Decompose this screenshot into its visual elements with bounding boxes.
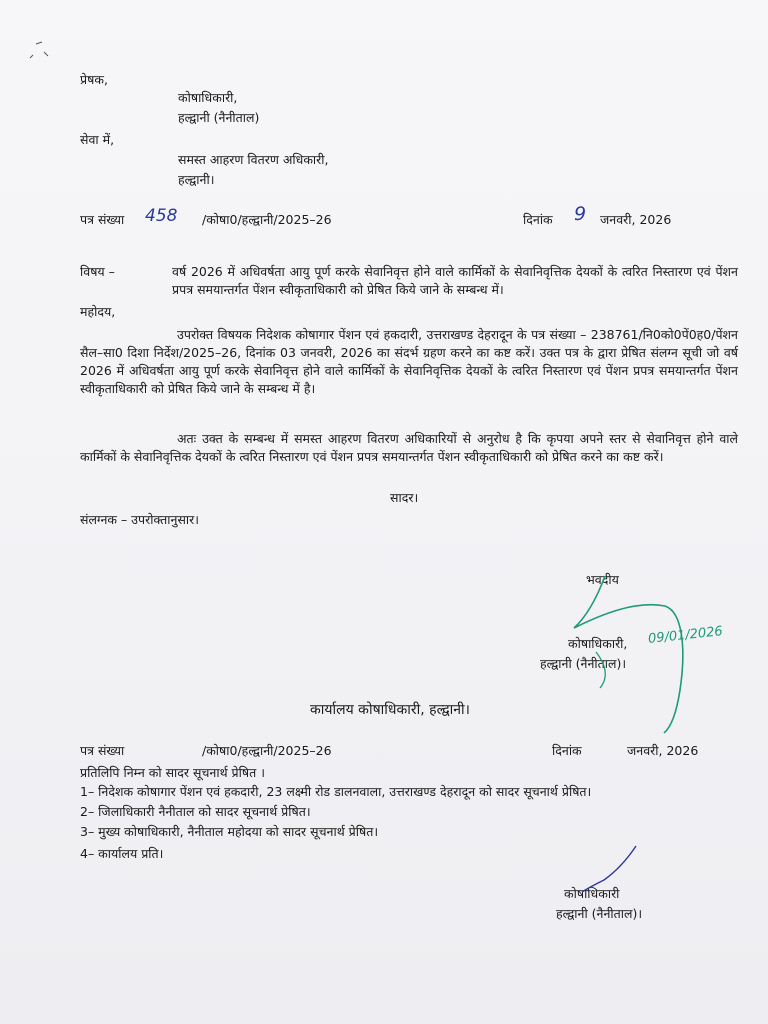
recipient-line1: समस्त आहरण वितरण अधिकारी, [178,152,329,167]
subject-text: वर्ष 2026 में अधिवर्षता आयु पूर्ण करके सेवानिवृत्त होने वाले कार्मिकों के सेवानिवृत्तिक देयकों के त्वरित निस्तारण एवं पेंशन प्रपत्र समयान्तर्गत पेंशन स्वीकृताधिकारी को प्रेषित किये जाने के सम्बन्ध में। [172,264,738,297]
copy-intro: प्रतिलिपि निम्न को सादर सूचनार्थ प्रेषित । [80,765,265,780]
copy-sign-designation: कोषाधिकारी [564,886,620,901]
subject-label: विषय – [80,264,115,279]
copy-ref-label: पत्र संख्या [80,743,125,758]
ref-label: पत्र संख्या [80,212,125,227]
handwritten-sign-date: 09/01/2026 [647,624,724,647]
corner-scribble [30,42,48,58]
signatory-place: हल्द्वानी (नैनीताल)। [540,656,627,671]
copy-item-3: 3– मुख्य कोषाधिकारी, नैनीताल महोदया को सादर सूचनार्थ प्रेषित। [80,824,379,839]
copy-date-label: दिनांक [552,743,582,758]
body-paragraph-1: उपरोक्त विषयक निदेशक कोषागार पेंशन एवं हकदारी, उत्तराखण्ड देहरादून के पत्र संख्या – 238761/नि0को0पें0ह0/पेंशन सैल–सा0 दिशा निर्देश/2025–26, दिनांक 03 जनवरी, 2026 का संदर्भ ग्रहण करने का कष्ट करें। उक्त पत्र के द्वारा प्रेषित संलग्न सूची जो वर्ष 2026 में अधिवर्षता आयु पूर्ण करके सेवानिवृत्त होने वाले कार्मिकों के सेवानिवृत्तिक देयकों के त्वरित निस्तारण एवं पेंशन प्रपत्र समयान्तर्गत पेंशन स्वीकृताधिकारी को प्रेषित किये जाने के सम्बन्ध में है। [80,327,738,396]
sender-label: प्रेषक, [80,72,108,87]
handwritten-letter-number: 458 [145,206,178,226]
sender-designation: कोषाधिकारी, [178,90,238,105]
copy-sign-place: हल्द्वानी (नैनीताल)। [556,906,643,921]
copy-date-value: जनवरी, 2026 [627,743,699,758]
handwritten-date-day: 9 [574,203,587,225]
main-signature-stroke [574,576,683,733]
closing-sadar: सादर। [390,490,419,505]
copy-item-1: 1– निदेशक कोषागार पेंशन एवं हकदारी, 23 लक्ष्मी रोड डालनवाला, उत्तराखण्ड देहरादून को सादर सूचनार्थ प्रेषित। [80,784,592,799]
enclosure-line: संलग्नक – उपरोक्तानुसार। [80,512,200,527]
sender-place: हल्द्वानी (नैनीताल) [178,110,260,125]
recipient-label: सेवा में, [80,132,115,147]
signatory-designation: कोषाधिकारी, [568,636,628,651]
copy-item-4: 4– कार्यालय प्रति। [80,846,164,861]
copy-ref-suffix: /कोषा0/हल्द्वानी/2025–26 [202,743,332,758]
recipient-line2: हल्द्वानी। [178,172,215,187]
ref-suffix: /कोषा0/हल्द्वानी/2025–26 [202,212,332,227]
date-rest: जनवरी, 2026 [600,212,672,227]
valediction: भवदीय [586,572,619,587]
date-label: दिनांक [523,212,553,227]
copy-signature-stroke [582,846,636,892]
body-paragraph-2: अतः उक्त के सम्बन्ध में समस्त आहरण वितरण अधिकारियों से अनुरोध है कि कृपया अपने स्तर से सेवानिवृत्त होने वाले कार्मिकों के सेवानिवृत्तिक देयकों के त्वरित निस्तारण एवं पेंशन प्रपत्र समयान्तर्गत पेंशन स्वीकृताधिकारी को प्रेषित करने का कष्ट करें। [80,431,738,464]
main-signature-loop [596,652,605,688]
office-heading: कार्यालय कोषाधिकारी, हल्द्वानी। [310,702,470,718]
salutation: महोदय, [80,304,116,319]
copy-item-2: 2– जिलाधिकारी नैनीताल को सादर सूचनार्थ प्रेषित। [80,804,311,819]
